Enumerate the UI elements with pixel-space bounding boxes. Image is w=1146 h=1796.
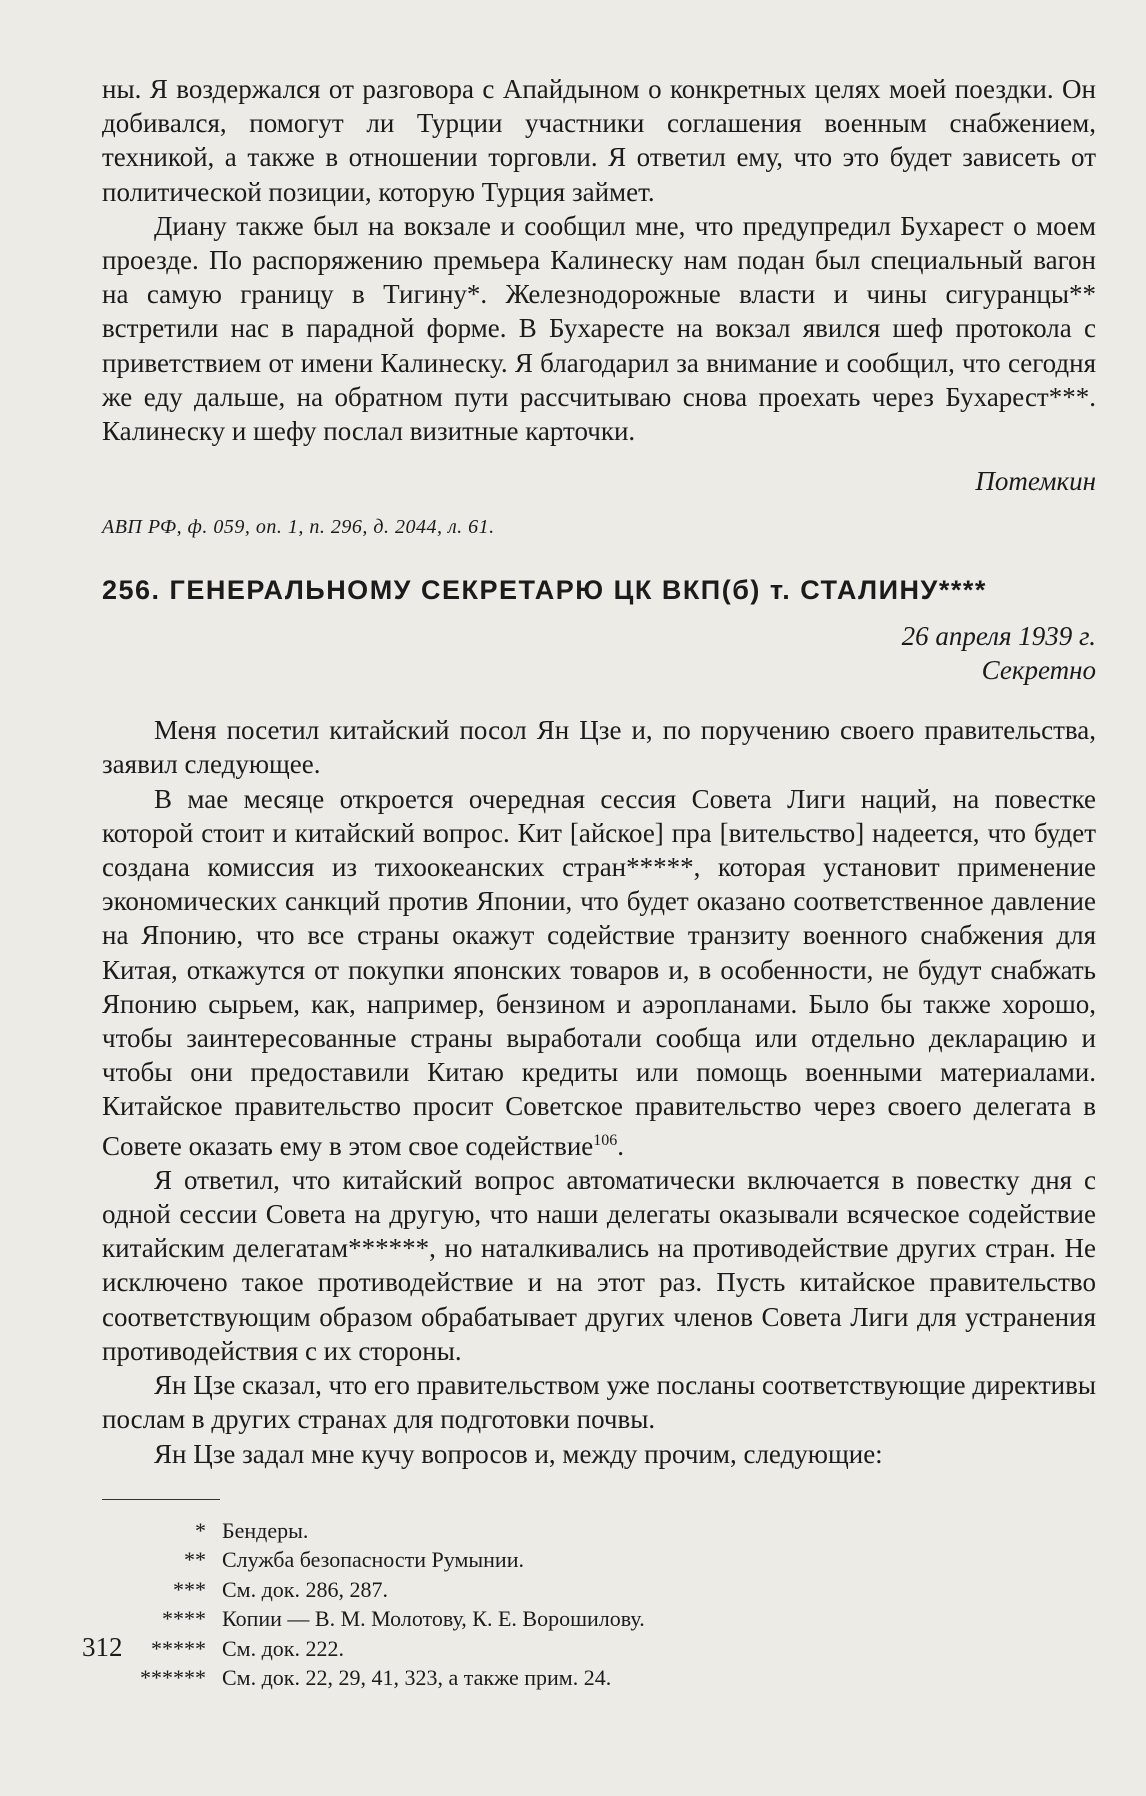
paragraph-text: В мае месяце откроется очередная сессия Совета Лиги наций, на повестке которой стоит и китайский вопрос. Кит [айское] пра [вительство] надеется, что будет создана комиссия из тихоокеанских стран*****, которая установит применение экономических санкций против Японии, что будет оказано соответственное давление на Японию, что все страны окажут содействие транзиту военного снабжения для Китая, откажутся от покупки японских товаров и, в особенности, не будут снабжать Японию сырьем, как, например, бензином и аэропланами. Было бы также хорошо, чтобы заинтересованные страны выработали сообща или отдельно декларацию и чтобы они предоставили Китаю кредиты или помощь военными материалами. Китайское правительство просит Советское правительство через своего делегата в Совете оказать ему в этом свое содействие <box>102 783 1096 1161</box>
footnotes <box>102 1516 1096 1693</box>
footnote-text: Копии — В. М. Молотову, К. Е. Ворошилову. <box>222 1606 645 1632</box>
footnote <box>102 1545 1096 1575</box>
footnote-text: См. док. 22, 29, 41, 323, а также прим. 24. <box>222 1665 612 1691</box>
page-number: 312 <box>82 1632 123 1662</box>
footnote-mark: **** <box>162 1606 206 1632</box>
footnote-text: Бендеры. <box>222 1517 309 1543</box>
footnote <box>102 1634 1096 1664</box>
main-section <box>102 713 1096 1470</box>
paragraph: Я ответил, что китайский вопрос автоматически включается в повестку дня с одной сессии Совета на другую, что наши делегаты оказывали всяческое содействие китайским делегатам******, но наталкивались на противодействие других стран. Не исключено такое противодействие и на этот раз. Пусть китайское правительство соответствующим образом обрабатывает других членов Совета Лиги для устранения противодействия с их стороны. <box>102 1164 1096 1366</box>
top-section <box>102 72 1096 448</box>
document-date: 26 апреля 1939 г. <box>901 621 1096 652</box>
footnote-text: См. док. 222. <box>222 1635 344 1661</box>
footnote-text: Служба безопасности Румынии. <box>222 1547 524 1573</box>
footnote-text: См. док. 286, 287. <box>222 1576 388 1602</box>
paragraph: Ян Цзе задал мне кучу вопросов и, между прочим, следующие: <box>154 1438 883 1469</box>
footnote-mark: *** <box>173 1576 206 1602</box>
endnote-ref: 106 <box>593 1131 618 1149</box>
signature: Потемкин <box>975 466 1096 497</box>
footnote <box>102 1516 1096 1546</box>
footnote-mark: ** <box>184 1547 206 1573</box>
footnote-mark: ****** <box>140 1665 206 1691</box>
footnote-divider <box>102 1499 220 1500</box>
paragraph: Ян Цзе сказал, что его правительством уже посланы соответствующие директивы послам в других странах для подготовки почвы. <box>102 1370 1096 1435</box>
footnote <box>102 1604 1096 1634</box>
paragraph: Диану также был на вокзале и сообщил мне, что предупредил Бухарест о моем проезде. По распоряжению премьера Калинеску нам подан был специальный вагон на самую границу в Тигину*. Железнодорожные власти и чины сигуранцы** встретили нас в парадной форме. В Бухаресте на вокзал явился шеф протокола с приветствием от имени Калинеску. Я благодарил за внимание и сообщил, что сегодня же еду дальше, на обратном пути рассчитываю снова проехать через Бухарест***. Калинеску и шефу послал визитные карточки. <box>102 210 1096 447</box>
paragraph: Меня посетил китайский посол Ян Цзе и, по поручению своего правительства, заявил следующее. <box>102 715 1096 780</box>
paragraph: В мае месяце откроется очередная сессия Совета Лиги наций, на повестке которой стоит и китайский вопрос. Кит [айское] пра [вительство] надеется, что будет создана комиссия из тихоокеанских стран*****, которая установит применение экономических санкций против Японии, что будет оказано соответственное давление на Японию, что все страны окажут содействие транзиту военного снабжения для Китая, откажутся от покупки японских товаров и, в особенности, не будут снабжать Японию сырьем, как, например, бензином и аэропланами. Было бы также хорошо, чтобы заинтересованные страны выработали сообща или отдельно декларацию и чтобы они предоставили Китаю кредиты или помощь военными материалами. Китайское правительство просит Советское правительство через своего делегата в Совете оказать ему в этом свое содействие$^{106}$. <box>102 783 1096 1161</box>
classification-label: Секретно <box>981 655 1096 686</box>
footnote-mark: ***** <box>151 1635 206 1661</box>
footnote <box>102 1663 1096 1693</box>
document-heading: 256. ГЕНЕРАЛЬНОМУ СЕКРЕТАРЮ ЦК ВКП(б) т. СТАЛИНУ**** <box>102 575 987 606</box>
archive-reference: АВП РФ, ф. 059, оп. 1, п. 296, д. 2044, л. 61. <box>102 516 495 539</box>
footnote <box>102 1575 1096 1605</box>
document-page <box>102 72 1096 1693</box>
footnote-mark: * <box>195 1517 206 1543</box>
paragraph: ны. Я воздержался от разговора с Апайдыном о конкретных целях моей поездки. Он добивался, помогут ли Турции участники соглашения военным снабжением, техникой, а также в отношении торговли. Я ответил ему, что это будет зависеть от политической позиции, которую Турция займет. <box>102 74 1096 207</box>
